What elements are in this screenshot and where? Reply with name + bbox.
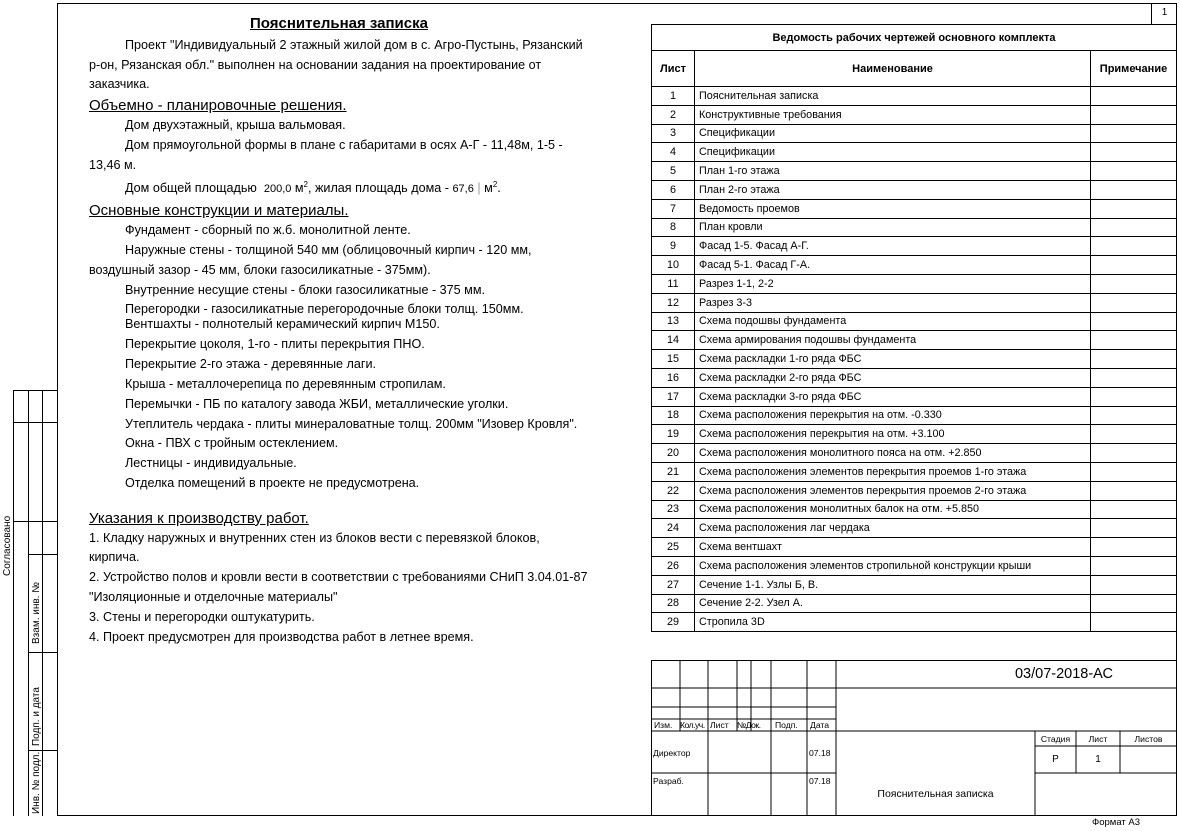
row-drawing-name: План 1-го этажа xyxy=(695,162,1091,181)
row-sheet-number: 17 xyxy=(652,387,695,406)
row-sheet-number: 7 xyxy=(652,199,695,218)
row-note xyxy=(1091,368,1177,387)
section-planning-title: Объемно - планировочные решения. xyxy=(89,97,347,115)
sheets-label: Листов xyxy=(1134,734,1163,744)
row-note xyxy=(1091,331,1177,350)
register-row xyxy=(652,500,1177,519)
row-sheet-number: 27 xyxy=(652,575,695,594)
inv-number-label: Инв. № подл. xyxy=(31,751,42,814)
works-line: 4. Проект предусмотрен для производства работ в летнее время. xyxy=(89,629,474,644)
row-sheet-number: 24 xyxy=(652,519,695,538)
row-drawing-name: Схема расположения элементов перекрытия проемов 2-го этажа xyxy=(695,481,1091,500)
register-row xyxy=(652,350,1177,369)
row-sheet-number: 19 xyxy=(652,425,695,444)
register-row xyxy=(652,162,1177,181)
register-row xyxy=(652,387,1177,406)
row-sheet-number: 29 xyxy=(652,613,695,632)
hdr-date: Дата xyxy=(810,720,830,730)
register-row xyxy=(652,237,1177,256)
project-code: 03/07-2018-АС xyxy=(1014,666,1114,682)
register-row xyxy=(652,481,1177,500)
structures-line: Внутренние несущие стены - блоки газосиликатные - 375 мм. xyxy=(125,282,485,297)
structures-line: Вентшахты - полнотелый керамический кирпич М150. xyxy=(125,317,440,332)
register-row xyxy=(652,519,1177,538)
row-note xyxy=(1091,556,1177,575)
row-sheet-number: 8 xyxy=(652,218,695,237)
row-drawing-name: Фасад 5-1. Фасад Г-А. xyxy=(695,256,1091,275)
structures-line: Лестницы - индивидуальные. xyxy=(125,456,297,471)
col-note-header: Примечание xyxy=(1091,51,1177,87)
hdr-sign: Подп. xyxy=(775,720,798,730)
row-note xyxy=(1091,180,1177,199)
register-row xyxy=(652,331,1177,350)
register-row xyxy=(652,594,1177,613)
row-sheet-number: 14 xyxy=(652,331,695,350)
row-note xyxy=(1091,481,1177,500)
register-row xyxy=(652,143,1177,162)
row-drawing-name: Схема раскладки 3-го ряда ФБС xyxy=(695,387,1091,406)
register-row xyxy=(652,124,1177,143)
row-sheet-number: 28 xyxy=(652,594,695,613)
register-row xyxy=(652,312,1177,331)
row-sheet-number: 5 xyxy=(652,162,695,181)
col-sheet-header: Лист xyxy=(652,51,695,87)
structures-line: Перекрытие цоколя, 1-го - плиты перекрытия ПНО. xyxy=(125,337,425,352)
row-note xyxy=(1091,256,1177,275)
works-line: 3. Стены и перегородки оштукатурить. xyxy=(89,609,315,624)
date-director: 07.18 xyxy=(809,748,831,758)
row-note xyxy=(1091,462,1177,481)
row-note xyxy=(1091,613,1177,632)
planning-line-1: Дом двухэтажный, крыша вальмовая. xyxy=(125,117,346,132)
row-sheet-number: 1 xyxy=(652,87,695,106)
role-developer: Разраб. xyxy=(653,776,684,786)
structures-line: Наружные стены - толщиной 540 мм (облицовочный кирпич - 120 мм, воздушный зазор - 45 мм, блоки газосиликатные - 375мм). xyxy=(89,242,532,277)
row-note xyxy=(1091,199,1177,218)
row-sheet-number: 2 xyxy=(652,105,695,124)
row-drawing-name: Схема расположения элементов стропильной конструкции крыши xyxy=(695,556,1091,575)
document-title: Пояснительная записка xyxy=(877,788,994,800)
row-drawing-name: Схема раскладки 1-го ряда ФБС xyxy=(695,350,1091,369)
planning-line-2: Дом прямоугольной формы в плане с габаритами в осях А-Г - 11,48м, 1-5 - 13,46 м. xyxy=(89,137,563,172)
row-drawing-name: Пояснительная записка xyxy=(695,87,1091,106)
row-drawing-name: Сечение 1-1. Узлы Б, В. xyxy=(695,575,1091,594)
works-line: 1. Кладку наружных и внутренних стен из блоков вести с перевязкой блоков, кирпича. xyxy=(89,530,540,565)
row-sheet-number: 13 xyxy=(652,312,695,331)
row-drawing-name: Схема расположения лаг чердака xyxy=(695,519,1091,538)
row-drawing-name: План 2-го этажа xyxy=(695,180,1091,199)
row-note xyxy=(1091,87,1177,106)
row-sheet-number: 18 xyxy=(652,406,695,425)
sheet-number: 1 xyxy=(1161,7,1168,18)
row-sheet-number: 23 xyxy=(652,500,695,519)
row-sheet-number: 3 xyxy=(652,124,695,143)
structures-line: Перемычки - ПБ по каталогу завода ЖБИ, металлические уголки. xyxy=(125,396,509,411)
row-sheet-number: 9 xyxy=(652,237,695,256)
row-note xyxy=(1091,406,1177,425)
row-drawing-name: Схема раскладки 2-го ряда ФБС xyxy=(695,368,1091,387)
structures-line: Отделка помещений в проекте не предусмотрена. xyxy=(125,475,420,490)
row-note xyxy=(1091,444,1177,463)
sheet-value: 1 xyxy=(1095,754,1101,765)
row-sheet-number: 26 xyxy=(652,556,695,575)
row-note xyxy=(1091,105,1177,124)
row-drawing-name: Схема расположения элементов перекрытия проемов 1-го этажа xyxy=(695,462,1091,481)
row-drawing-name: Спецификации xyxy=(695,124,1091,143)
register-row xyxy=(652,613,1177,632)
row-drawing-name: План кровли xyxy=(695,218,1091,237)
row-drawing-name: Конструктивные требования xyxy=(695,105,1091,124)
row-drawing-name: Ведомость проемов xyxy=(695,199,1091,218)
row-note xyxy=(1091,124,1177,143)
drawings-register-table xyxy=(651,24,1177,632)
total-area: 200,0 xyxy=(263,183,292,196)
register-row xyxy=(652,556,1177,575)
format-label: Формат А3 xyxy=(1092,817,1141,828)
sheet-label: Лист xyxy=(1088,734,1108,744)
hdr-doc: №Док. xyxy=(737,720,761,730)
left-approval-strip xyxy=(2,390,57,816)
register-row xyxy=(652,105,1177,124)
row-note xyxy=(1091,237,1177,256)
register-row xyxy=(652,368,1177,387)
row-note xyxy=(1091,218,1177,237)
structures-line: Перегородки - газосиликатные перегородочные блоки толщ. 150мм. xyxy=(125,302,524,317)
row-note xyxy=(1091,387,1177,406)
row-note xyxy=(1091,500,1177,519)
row-sheet-number: 20 xyxy=(652,444,695,463)
stage-value: Р xyxy=(1052,754,1059,765)
register-row xyxy=(652,293,1177,312)
col-name-header: Наименование xyxy=(695,51,1091,87)
row-note xyxy=(1091,293,1177,312)
register-row xyxy=(652,462,1177,481)
row-note xyxy=(1091,143,1177,162)
register-row xyxy=(652,274,1177,293)
row-sheet-number: 16 xyxy=(652,368,695,387)
row-drawing-name: Схема расположения монолитного пояса на отм. +2.850 xyxy=(695,444,1091,463)
row-drawing-name: Схема армирования подошвы фундамента xyxy=(695,331,1091,350)
row-drawing-name: Стропила 3D xyxy=(695,613,1091,632)
row-drawing-name: Схема вентшахт xyxy=(695,538,1091,557)
register-row xyxy=(652,425,1177,444)
sign-date-label: Подп. и дата xyxy=(31,687,42,746)
row-sheet-number: 15 xyxy=(652,350,695,369)
section-works-title: Указания к производству работ. xyxy=(89,509,309,527)
register-row xyxy=(652,199,1177,218)
row-sheet-number: 11 xyxy=(652,274,695,293)
row-note xyxy=(1091,350,1177,369)
hdr-list: Лист xyxy=(710,720,729,730)
row-drawing-name: Схема расположения перекрытия на отм. +3.100 xyxy=(695,425,1091,444)
row-note xyxy=(1091,312,1177,331)
row-sheet-number: 21 xyxy=(652,462,695,481)
row-sheet-number: 12 xyxy=(652,293,695,312)
sheet-number-box xyxy=(1151,3,1177,25)
agreed-label: Согласовано xyxy=(2,515,13,576)
row-sheet-number: 25 xyxy=(652,538,695,557)
stage-label: Стадия xyxy=(1040,734,1071,744)
row-drawing-name: Спецификации xyxy=(695,143,1091,162)
living-area: 67,6 xyxy=(452,183,474,196)
row-note xyxy=(1091,519,1177,538)
date-developer: 07.18 xyxy=(809,776,831,786)
row-note xyxy=(1091,538,1177,557)
replace-inv-label: Взам. инв. № xyxy=(31,582,42,644)
row-sheet-number: 10 xyxy=(652,256,695,275)
explanatory-note xyxy=(89,14,589,647)
row-sheet-number: 6 xyxy=(652,180,695,199)
structures-line: Утеплитель чердака - плиты минераловатные толщ. 200мм "Изовер Кровля". xyxy=(125,416,578,431)
row-drawing-name: Схема подошвы фундамента xyxy=(695,312,1091,331)
register-row xyxy=(652,218,1177,237)
structures-line: Окна - ПВХ с тройным остеклением. xyxy=(125,436,339,451)
row-note xyxy=(1091,575,1177,594)
register-row xyxy=(652,180,1177,199)
title-block xyxy=(651,660,1177,816)
row-note xyxy=(1091,425,1177,444)
row-note xyxy=(1091,162,1177,181)
works-line: 2. Устройство полов и кровли вести в соответствии с требованиями СНиП 3.04.01-87 "Изоляционные и отделочные материалы" xyxy=(89,570,588,604)
register-row xyxy=(652,406,1177,425)
planning-line-3: Дом общей площадью 200,0 $м^2$, жилая площадь дома - 67,6 | $м^2$. xyxy=(125,180,501,196)
row-note xyxy=(1091,594,1177,613)
register-row xyxy=(652,538,1177,557)
section-structures-title: Основные конструкции и материалы. xyxy=(89,202,349,220)
note-intro: Проект "Индивидуальный 2 этажный жилой дом в с. Агро-Пустынь, Рязанский р-он, Рязанская обл." выполнен на основании задания на проектирование от заказчика. xyxy=(89,37,583,92)
row-drawing-name: Фасад 1-5. Фасад А-Г. xyxy=(695,237,1091,256)
row-sheet-number: 22 xyxy=(652,481,695,500)
hdr-izm: Изм. xyxy=(654,720,673,730)
note-title: Пояснительная записка xyxy=(250,15,428,32)
structures-line: Фундамент - сборный по ж.б. монолитной ленте. xyxy=(125,223,411,238)
register-caption: Ведомость рабочих чертежей основного комплекта xyxy=(652,25,1177,51)
row-drawing-name: Схема расположения перекрытия на отм. -0.330 xyxy=(695,406,1091,425)
register-row xyxy=(652,444,1177,463)
row-drawing-name: Схема расположения монолитных балок на отм. +5.850 xyxy=(695,500,1091,519)
row-sheet-number: 4 xyxy=(652,143,695,162)
row-note xyxy=(1091,274,1177,293)
row-drawing-name: Сечение 2-2. Узел А. xyxy=(695,594,1091,613)
structures-line: Перекрытие 2-го этажа - деревянные лаги. xyxy=(125,357,377,372)
row-drawing-name: Разрез 3-3 xyxy=(695,293,1091,312)
structures-line: Крыша - металлочерепица по деревянным стропилам. xyxy=(125,376,446,391)
hdr-kol: Кол.уч. xyxy=(680,720,705,730)
register-row xyxy=(652,575,1177,594)
role-director: Директор xyxy=(653,748,691,758)
register-row xyxy=(652,256,1177,275)
row-drawing-name: Разрез 1-1, 2-2 xyxy=(695,274,1091,293)
register-row xyxy=(652,87,1177,106)
